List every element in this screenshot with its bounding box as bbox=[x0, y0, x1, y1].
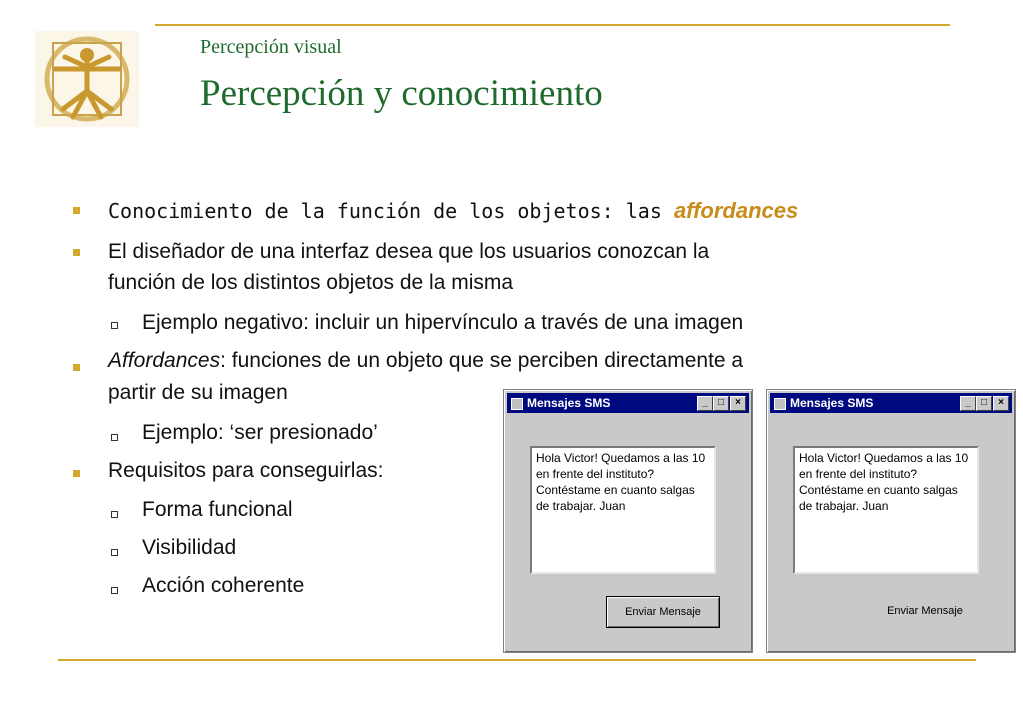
bullet-1-text: Conocimiento de la función de los objetos: las bbox=[108, 199, 674, 223]
close-button[interactable]: × bbox=[730, 396, 746, 411]
window-title: Mensajes SMS bbox=[527, 396, 611, 410]
message-textbox[interactable]: Hola Victor! Quedamos a las 10 en frente del instituto? Contéstame en cuanto salgas de trabajar. Juan bbox=[793, 446, 979, 574]
bullet-1 bbox=[108, 196, 798, 226]
vitruvian-man-logo bbox=[35, 31, 139, 127]
bullet-2-line-1: El diseñador de una interfaz desea que los usuarios conozcan la bbox=[108, 240, 710, 263]
bullet-marker bbox=[73, 470, 80, 477]
slide-title: Percepción y conocimiento bbox=[200, 73, 603, 114]
bullet-2-line-2: función de los distintos objetos de la misma bbox=[108, 271, 514, 294]
window-app-icon bbox=[511, 398, 523, 410]
window-titlebar bbox=[770, 393, 1012, 413]
maximize-button[interactable]: □ bbox=[713, 396, 729, 411]
window-titlebar bbox=[507, 393, 749, 413]
bullet-marker bbox=[73, 249, 80, 256]
window-title: Mensajes SMS bbox=[790, 396, 874, 410]
minimize-button[interactable]: _ bbox=[697, 396, 713, 411]
sub-bullet-marker bbox=[111, 549, 118, 556]
bullet-4-sub-1: Forma funcional bbox=[142, 498, 293, 521]
bullet-marker bbox=[73, 364, 80, 371]
bullet-1-emphasis: affordances bbox=[673, 198, 799, 223]
sub-bullet-marker bbox=[111, 322, 118, 329]
bottom-divider bbox=[58, 659, 976, 661]
slide-subtitle: Percepción visual bbox=[200, 36, 342, 58]
minimize-button[interactable]: _ bbox=[960, 396, 976, 411]
bullet-3-sub-1: Ejemplo: ‘ser presionado’ bbox=[142, 421, 378, 444]
bullet-3-line-2: partir de su imagen bbox=[108, 381, 288, 404]
sms-window-example-1 bbox=[503, 389, 753, 653]
close-button[interactable]: × bbox=[993, 396, 1009, 411]
send-message-button[interactable]: Enviar Mensaje bbox=[606, 596, 720, 628]
bullet-3-emphasis: Affordances bbox=[108, 349, 221, 372]
bullet-2-sub-1: Ejemplo negativo: incluir un hipervínculo a través de una imagen bbox=[142, 311, 744, 334]
send-message-button-flat[interactable]: Enviar Mensaje bbox=[869, 596, 981, 626]
sub-bullet-marker bbox=[111, 587, 118, 594]
bullet-marker bbox=[73, 207, 80, 214]
sms-window-example-2 bbox=[766, 389, 1016, 653]
top-divider bbox=[155, 24, 950, 26]
bullet-4-sub-2: Visibilidad bbox=[142, 536, 237, 559]
maximize-button[interactable]: □ bbox=[976, 396, 992, 411]
window-app-icon bbox=[774, 398, 786, 410]
bullet-4-sub-3: Acción coherente bbox=[142, 574, 305, 597]
bullet-4: Requisitos para conseguirlas: bbox=[108, 459, 384, 482]
bullet-3-text: : funciones de un objeto que se perciben directamente a bbox=[220, 349, 744, 372]
bullet-3-line-1 bbox=[108, 346, 743, 376]
sub-bullet-marker bbox=[111, 511, 118, 518]
message-textbox[interactable]: Hola Victor! Quedamos a las 10 en frente del instituto? Contéstame en cuanto salgas de trabajar. Juan bbox=[530, 446, 716, 574]
sub-bullet-marker bbox=[111, 434, 118, 441]
